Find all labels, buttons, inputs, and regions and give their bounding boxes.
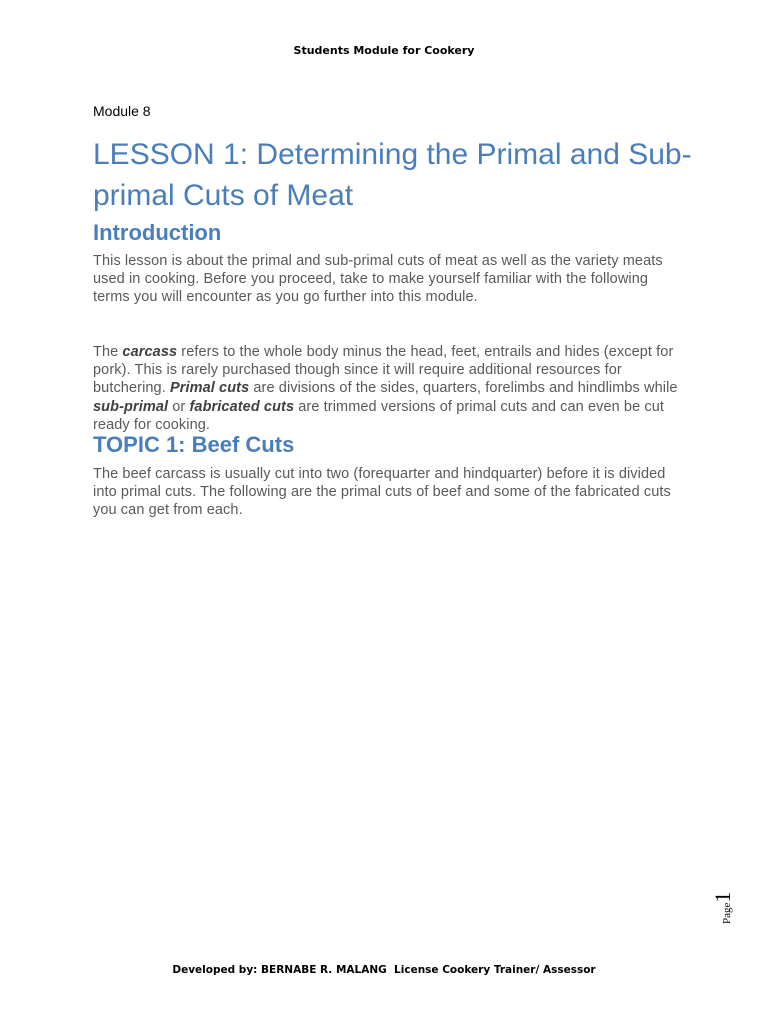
introduction-heading: Introduction — [93, 220, 222, 245]
topic-heading: TOPIC 1: Beef Cuts — [93, 432, 295, 457]
term-fabricated-cuts: fabricated cuts — [189, 398, 295, 415]
definition-text: are trimmed versions of primal cuts and can even be cut ready for cooking. — [93, 398, 665, 433]
module-label: Module 8 — [93, 103, 151, 119]
page-footer: Developed by: BERNABE R. MALANG License Cookery Trainer/ Assessor — [172, 964, 596, 976]
term-carcass: carcass — [122, 344, 178, 360]
definition-text: are divisions of the sides, quarters, forelimbs and hindlimbs while — [249, 380, 678, 397]
definition-text: The — [93, 344, 123, 360]
page-number-label: Page — [721, 902, 733, 924]
definitions-paragraph — [93, 343, 678, 434]
term-sub-primal: sub-primal — [93, 398, 169, 415]
lesson-title: LESSON 1: Determining the Primal and Sub-primal Cuts of Meat — [93, 138, 692, 212]
page-number-value: 1 — [710, 891, 735, 903]
term-primal-cuts: Primal cuts — [169, 380, 250, 397]
page-header: Students Module for Cookery — [293, 44, 475, 57]
topic-paragraph: The beef carcass is usually cut into two (forequarter and hindquarter) before it is divided into primal cuts. The following are the primal cuts of beef and some of the fabricated cuts you can get from each. — [93, 466, 671, 519]
definition-text: refers to the whole body minus the head, feet, entrails and hides (except for pork). This is rarely purchased though since it will require additional resources for butchering. — [93, 344, 674, 397]
introduction-paragraph: This lesson is about the primal and sub-primal cuts of meat as well as the variety meats used in cooking. Before you proceed, take to make yourself familiar with the following terms you will encounter as you go further into this module. — [93, 253, 663, 306]
page-number — [706, 880, 746, 928]
definition-text: or — [168, 398, 190, 415]
